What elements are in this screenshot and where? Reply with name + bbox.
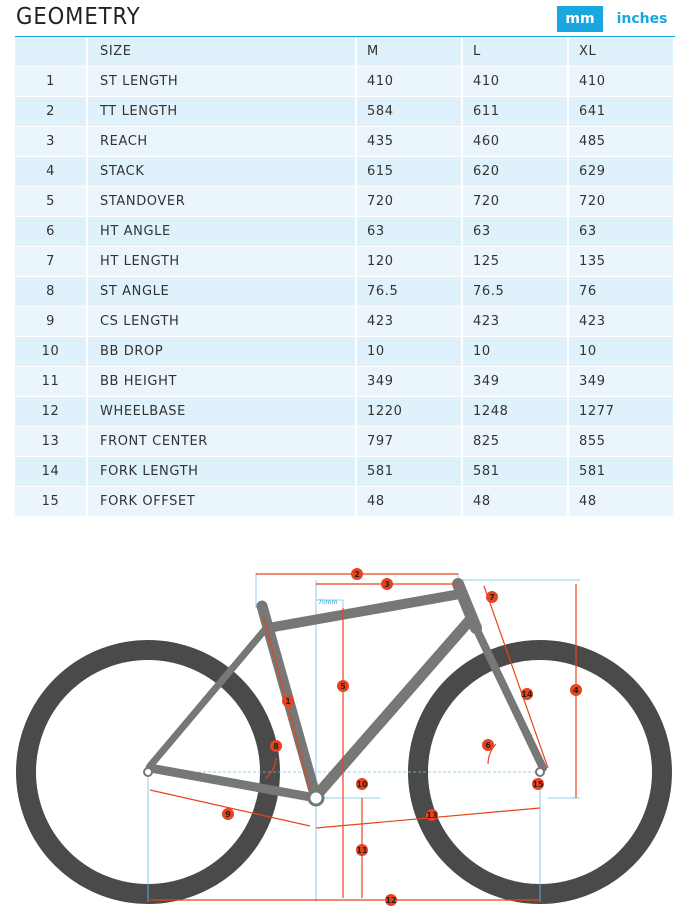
table-cell: 125 bbox=[463, 247, 569, 277]
table-header-cell bbox=[15, 37, 88, 67]
dimension-marker-6 bbox=[482, 739, 494, 751]
table-cell: 3 bbox=[15, 127, 88, 157]
table-cell: 1277 bbox=[569, 397, 675, 427]
table-header-cell: SIZE bbox=[88, 37, 357, 67]
svg-text:4: 4 bbox=[573, 686, 579, 695]
bike-geometry-diagram bbox=[0, 528, 691, 908]
table-cell: 7 bbox=[15, 247, 88, 277]
dimension-marker-3 bbox=[381, 578, 393, 590]
table-cell: 48 bbox=[357, 487, 463, 517]
table-cell: REACH bbox=[88, 127, 357, 157]
table-row bbox=[15, 367, 675, 397]
table-cell: 2 bbox=[15, 97, 88, 127]
table-cell: 63 bbox=[569, 217, 675, 247]
unit-mm-button[interactable]: mm bbox=[557, 6, 603, 32]
table-cell: 349 bbox=[463, 367, 569, 397]
svg-text:12: 12 bbox=[385, 896, 397, 905]
dimension-marker-9 bbox=[222, 808, 234, 820]
svg-text:10: 10 bbox=[356, 780, 368, 789]
bike-frame bbox=[26, 573, 662, 902]
svg-text:8: 8 bbox=[273, 742, 279, 751]
table-cell: 10 bbox=[569, 337, 675, 367]
table-cell: 410 bbox=[357, 67, 463, 97]
table-cell: STANDOVER bbox=[88, 187, 357, 217]
dimension-marker-12 bbox=[385, 894, 397, 906]
svg-text:13: 13 bbox=[426, 811, 438, 820]
table-cell: 12 bbox=[15, 397, 88, 427]
dimension-marker-10 bbox=[356, 778, 368, 790]
table-cell: 10 bbox=[357, 337, 463, 367]
table-cell: HT ANGLE bbox=[88, 217, 357, 247]
table-cell: 1 bbox=[15, 67, 88, 97]
svg-text:9: 9 bbox=[225, 810, 231, 819]
table-cell: 611 bbox=[463, 97, 569, 127]
table-cell: 48 bbox=[569, 487, 675, 517]
svg-text:1: 1 bbox=[285, 697, 291, 706]
dimension-marker-2 bbox=[351, 568, 363, 580]
table-row bbox=[15, 97, 675, 127]
svg-text:15: 15 bbox=[532, 780, 544, 789]
table-cell: 13 bbox=[15, 427, 88, 457]
table-row bbox=[15, 397, 675, 427]
svg-text:7: 7 bbox=[489, 593, 495, 602]
table-cell: 629 bbox=[569, 157, 675, 187]
table-cell: 11 bbox=[15, 367, 88, 397]
table-cell: 6 bbox=[15, 217, 88, 247]
table-cell: 423 bbox=[569, 307, 675, 337]
table-cell: STACK bbox=[88, 157, 357, 187]
standover-note: 70mm bbox=[318, 599, 338, 606]
table-cell: 423 bbox=[357, 307, 463, 337]
table-row bbox=[15, 277, 675, 307]
dimension-marker-5 bbox=[337, 680, 349, 692]
table-cell: 63 bbox=[463, 217, 569, 247]
table-cell: 720 bbox=[463, 187, 569, 217]
dimension-marker-13 bbox=[426, 809, 438, 821]
table-cell: BB DROP bbox=[88, 337, 357, 367]
table-cell: 1220 bbox=[357, 397, 463, 427]
table-cell: 5 bbox=[15, 187, 88, 217]
header-bar bbox=[15, 0, 675, 39]
table-cell: 63 bbox=[357, 217, 463, 247]
svg-text:2: 2 bbox=[354, 570, 360, 579]
table-cell: 9 bbox=[15, 307, 88, 337]
table-header-cell: M bbox=[357, 37, 463, 67]
table-cell: 615 bbox=[357, 157, 463, 187]
table-row bbox=[15, 307, 675, 337]
table-cell: 135 bbox=[569, 247, 675, 277]
geometry-table bbox=[15, 37, 675, 517]
svg-text:5: 5 bbox=[340, 682, 346, 691]
table-cell: 15 bbox=[15, 487, 88, 517]
table-cell: 76 bbox=[569, 277, 675, 307]
table-cell: 423 bbox=[463, 307, 569, 337]
table-cell: 460 bbox=[463, 127, 569, 157]
unit-inches-button[interactable]: inches bbox=[611, 6, 673, 32]
table-cell: 641 bbox=[569, 97, 675, 127]
table-cell: FORK OFFSET bbox=[88, 487, 357, 517]
dimension-marker-7 bbox=[486, 591, 498, 603]
table-cell: 349 bbox=[357, 367, 463, 397]
table-cell: BB HEIGHT bbox=[88, 367, 357, 397]
table-cell: 410 bbox=[463, 67, 569, 97]
table-row bbox=[15, 487, 675, 517]
table-cell: HT LENGTH bbox=[88, 247, 357, 277]
svg-text:11: 11 bbox=[356, 846, 368, 855]
table-cell: 8 bbox=[15, 277, 88, 307]
table-row bbox=[15, 337, 675, 367]
table-cell: 10 bbox=[463, 337, 569, 367]
table-cell: 581 bbox=[357, 457, 463, 487]
table-cell: WHEELBASE bbox=[88, 397, 357, 427]
table-cell: FRONT CENTER bbox=[88, 427, 357, 457]
table-cell: 620 bbox=[463, 157, 569, 187]
table-cell: CS LENGTH bbox=[88, 307, 357, 337]
table-cell: 48 bbox=[463, 487, 569, 517]
table-header-cell: L bbox=[463, 37, 569, 67]
table-row bbox=[15, 187, 675, 217]
table-row bbox=[15, 157, 675, 187]
table-header-cell: XL bbox=[569, 37, 675, 67]
table-cell: 855 bbox=[569, 427, 675, 457]
svg-text:14: 14 bbox=[521, 690, 533, 699]
table-cell: 584 bbox=[357, 97, 463, 127]
table-cell: 825 bbox=[463, 427, 569, 457]
dimension-marker-15 bbox=[532, 778, 544, 790]
table-cell: ST LENGTH bbox=[88, 67, 357, 97]
table-cell: 410 bbox=[569, 67, 675, 97]
page-title: GEOMETRY bbox=[16, 4, 141, 30]
table-row bbox=[15, 217, 675, 247]
table-cell: 76.5 bbox=[357, 277, 463, 307]
table-cell: 797 bbox=[357, 427, 463, 457]
table-row bbox=[15, 127, 675, 157]
table-cell: 76.5 bbox=[463, 277, 569, 307]
table-header-row bbox=[15, 37, 675, 67]
table-cell: 4 bbox=[15, 157, 88, 187]
svg-text:6: 6 bbox=[485, 741, 491, 750]
table-row bbox=[15, 247, 675, 277]
table-cell: 720 bbox=[357, 187, 463, 217]
dimension-marker-4 bbox=[570, 684, 582, 696]
table-row bbox=[15, 67, 675, 97]
table-cell: 720 bbox=[569, 187, 675, 217]
table-cell: FORK LENGTH bbox=[88, 457, 357, 487]
dimension-marker-14 bbox=[521, 688, 533, 700]
dimension-marker-11 bbox=[356, 844, 368, 856]
svg-text:3: 3 bbox=[384, 580, 390, 589]
table-row bbox=[15, 457, 675, 487]
table-row bbox=[15, 427, 675, 457]
table-cell: TT LENGTH bbox=[88, 97, 357, 127]
table-cell: 485 bbox=[569, 127, 675, 157]
table-cell: 581 bbox=[569, 457, 675, 487]
table-cell: 120 bbox=[357, 247, 463, 277]
table-cell: 1248 bbox=[463, 397, 569, 427]
table-cell: 435 bbox=[357, 127, 463, 157]
table-cell: 14 bbox=[15, 457, 88, 487]
table-cell: 349 bbox=[569, 367, 675, 397]
table-cell: ST ANGLE bbox=[88, 277, 357, 307]
table-cell: 581 bbox=[463, 457, 569, 487]
table-cell: 10 bbox=[15, 337, 88, 367]
dimension-marker-1 bbox=[282, 695, 294, 707]
dimension-marker-8 bbox=[270, 740, 282, 752]
